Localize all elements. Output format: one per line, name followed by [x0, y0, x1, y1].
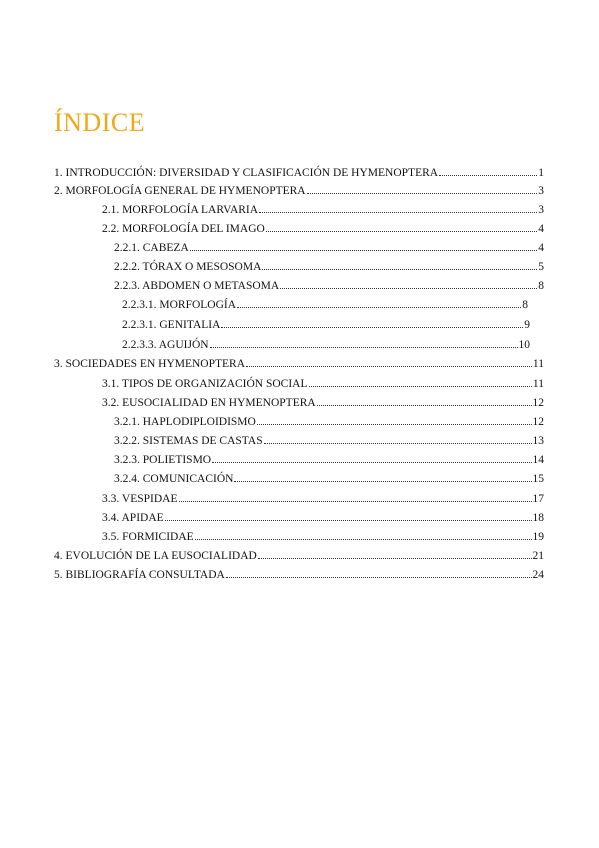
toc-entry[interactable] [54, 567, 544, 582]
toc-leader-dots [195, 529, 532, 540]
toc-leader-dots [221, 317, 523, 328]
toc-entry-page: 5 [538, 261, 544, 273]
toc-entry-label: 3.2. EUSOCIALIDAD EN HYMENOPTERA [102, 397, 316, 409]
toc-leader-dots [264, 433, 532, 444]
page-title: ÍNDICE [54, 108, 146, 137]
toc-entry[interactable] [122, 337, 530, 352]
toc-entry-page: 8 [538, 280, 544, 292]
toc-leader-dots [309, 376, 532, 387]
toc-entry-label: 2.2.3.1. GENITALIA [122, 319, 221, 331]
toc-entry-label: 5. BIBLIOGRAFÍA CONSULTADA [54, 569, 225, 581]
toc-entry[interactable] [114, 414, 544, 429]
toc-entry[interactable] [114, 471, 544, 486]
toc-entry-label: 3. SOCIEDADES EN HYMENOPTERA [54, 358, 246, 370]
toc-entry-page: 21 [532, 550, 544, 562]
toc-entry[interactable] [114, 433, 544, 448]
toc-entry-page: 8 [522, 299, 528, 311]
toc-entry[interactable] [114, 452, 544, 467]
toc-entry[interactable] [54, 165, 544, 180]
toc-leader-dots [259, 202, 537, 213]
toc-entry-label: 1. INTRODUCCIÓN: DIVERSIDAD Y CLASIFICACIÓN DE HYMENOPTERA [54, 167, 439, 179]
toc-entry-page: 4 [538, 223, 544, 235]
toc-entry-label: 2.2. MORFOLOGÍA DEL IMAGO [102, 223, 265, 235]
toc-entry-label: 2.2.1. CABEZA [114, 242, 189, 254]
toc-entry[interactable] [102, 221, 544, 236]
toc-entry-label: 2.1. MORFOLOGÍA LARVARIA [102, 204, 259, 216]
toc-entry[interactable] [114, 259, 544, 274]
toc-entry-page: 9 [524, 319, 530, 331]
toc-entry-label: 3.3. VESPIDAE [102, 493, 178, 505]
toc-entry-page: 4 [538, 242, 544, 254]
toc-entry-label: 3.5. FORMICIDAE [102, 531, 194, 543]
toc-entry[interactable] [102, 529, 544, 544]
toc-leader-dots [226, 567, 532, 578]
toc-entry-page: 11 [532, 378, 544, 390]
toc-leader-dots [165, 510, 532, 521]
toc-entry-page: 15 [532, 473, 544, 485]
toc-entry[interactable] [54, 183, 544, 198]
toc-leader-dots [237, 297, 521, 308]
toc-leader-dots [257, 414, 532, 425]
toc-entry-label: 2.2.2. TÓRAX O MESOSOMA [114, 261, 262, 273]
toc-entry[interactable] [54, 548, 544, 563]
toc-leader-dots [212, 452, 531, 463]
toc-leader-dots [246, 356, 532, 367]
toc-entry[interactable] [122, 297, 528, 312]
toc-leader-dots [210, 337, 518, 348]
toc-leader-dots [439, 165, 537, 176]
toc-entry[interactable] [102, 202, 544, 217]
toc-entry-label: 4. EVOLUCIÓN DE LA EUSOCIALIDAD [54, 550, 257, 562]
toc-leader-dots [262, 259, 537, 270]
toc-entry[interactable] [102, 491, 544, 506]
toc-entry-page: 18 [532, 512, 544, 524]
toc-entry[interactable] [102, 395, 544, 410]
toc-entry-label: 3.2.2. SISTEMAS DE CASTAS [114, 435, 263, 447]
toc-entry-page: 3 [538, 185, 544, 197]
toc-leader-dots [258, 548, 532, 559]
toc-leader-dots [280, 278, 537, 289]
toc-entry[interactable] [114, 240, 544, 255]
toc-entry[interactable] [102, 376, 544, 391]
toc-entry-label: 3.1. TIPOS DE ORGANIZACIÓN SOCIAL [102, 378, 308, 390]
toc-entry-page: 17 [532, 493, 544, 505]
toc-leader-dots [179, 491, 532, 502]
toc-leader-dots [266, 221, 537, 232]
toc-entry-label: 2.2.3.3. AGUIJÓN [122, 339, 209, 351]
toc-entry-label: 3.2.4. COMUNICACIÓN [114, 473, 234, 485]
toc-entry-page: 1 [538, 167, 544, 179]
toc-entry-page: 19 [532, 531, 544, 543]
toc-entry-page: 14 [532, 454, 544, 466]
toc-entry-label: 2.2.3. ABDOMEN O METASOMA [114, 280, 280, 292]
toc-entry-label: 3.2.1. HAPLODIPLOIDISMO [114, 416, 256, 428]
toc-leader-dots [317, 395, 532, 406]
toc-entry-label: 2.2.3.1. MORFOLOGÍA [122, 299, 237, 311]
toc-entry[interactable] [114, 278, 544, 293]
toc-entry-page: 12 [532, 416, 544, 428]
toc-entry-page: 13 [532, 435, 544, 447]
toc-leader-dots [234, 471, 531, 482]
toc-entry-page: 12 [532, 397, 544, 409]
toc-entry-label: 2. MORFOLOGÍA GENERAL DE HYMENOPTERA [54, 185, 306, 197]
toc-entry-page: 24 [532, 569, 544, 581]
toc-entry-page: 11 [532, 358, 544, 370]
toc-entry-label: 3.4. APIDAE [102, 512, 164, 524]
toc-entry-label: 3.2.3. POLIETISMO [114, 454, 212, 466]
toc-entry-page: 10 [518, 339, 530, 351]
toc-leader-dots [307, 183, 538, 194]
toc-entry[interactable] [102, 510, 544, 525]
toc-entry[interactable] [54, 356, 544, 371]
toc-leader-dots [190, 240, 538, 251]
toc-entry-page: 3 [538, 204, 544, 216]
toc-entry[interactable] [122, 317, 530, 332]
